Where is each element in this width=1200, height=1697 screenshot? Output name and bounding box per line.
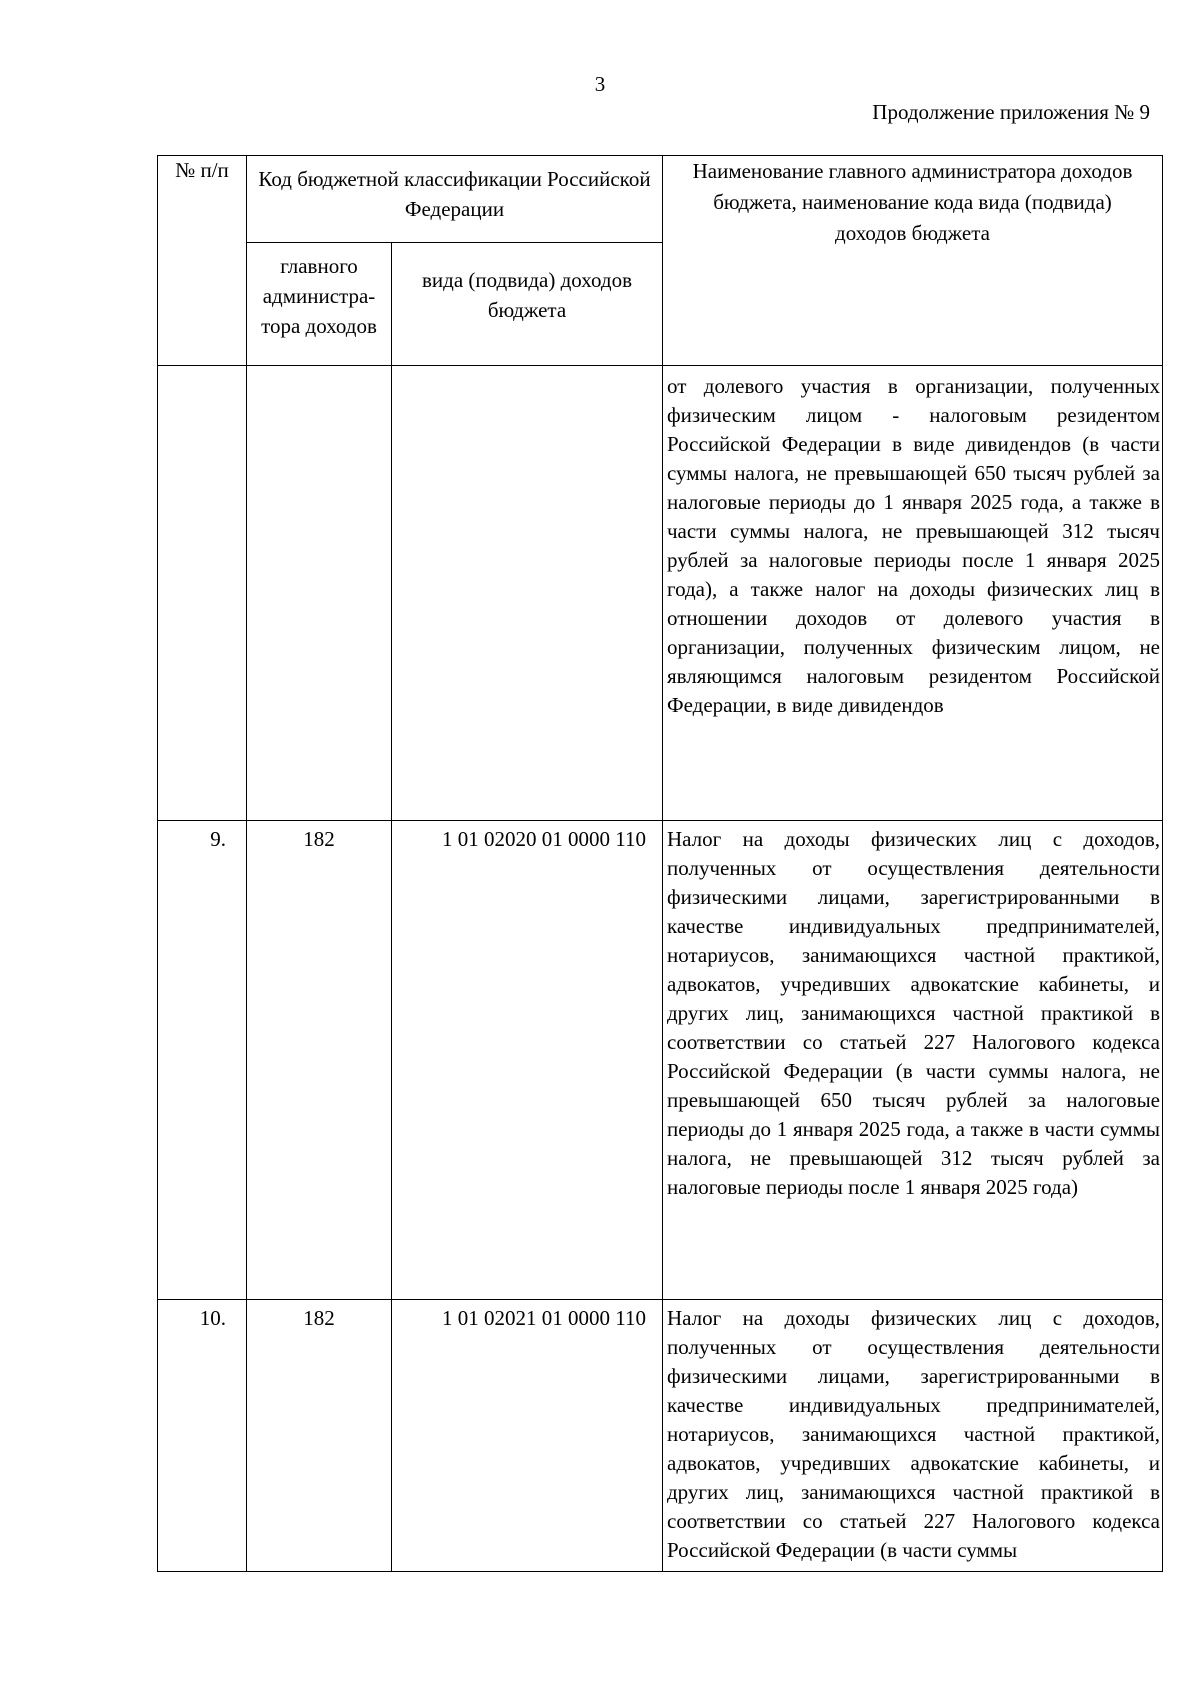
- page-number: 3: [594, 72, 606, 96]
- table-row: [158, 821, 1163, 1300]
- header-row-number: № п/п: [158, 156, 247, 366]
- header-income-type: вида (подвида) доходов бюджета: [392, 243, 663, 366]
- cell-description: от долевого участия в организации, полученных физическим лицом - налоговым резидентом Российской Федерации в виде дивидендов (в части суммы налога, не превышающей 650 тысяч рублей за налоговые периоды до 1 января 2025 года, а также в части суммы налога, не превышающей 312 тысяч рублей за налоговые периоды после 1 января 2025 года), а также налог на доходы физических лиц в отношении доходов от долевого участия в организации, полученных физическим лицом, не являющимся налоговым резидентом Российской Федерации, в виде дивидендов: [663, 366, 1163, 821]
- header-chief-administrator: главного администра-тора доходов: [247, 243, 392, 366]
- appendix-continuation-note: Продолжение приложения № 9: [872, 100, 1150, 124]
- header-budget-classification-code: Код бюджетной классификации Российской Федерации: [247, 156, 663, 243]
- cell-description: Налог на доходы физических лиц с доходов, полученных от осуществления деятельности физическими лицами, зарегистрированными в качестве индивидуальных предпринимателей, нотариусов, занимающихся частной практикой, адвокатов, учредивших адвокатские кабинеты, и других лиц, занимающихся частной практикой в соответствии со статьей 227 Налогового кодекса Российской Федерации (в части суммы налога, не превышающей 650 тысяч рублей за налоговые периоды до 1 января 2025 года, а также в части суммы налога, не превышающей 312 тысяч рублей за налоговые периоды после 1 января 2025 года): [663, 821, 1163, 1300]
- table-body: [158, 366, 1163, 1572]
- cell-income-code: [392, 366, 663, 821]
- table-row: [158, 366, 1163, 821]
- cell-administrator-code: 182: [247, 1300, 392, 1572]
- cell-income-code: 1 01 02021 01 0000 110: [392, 1300, 663, 1572]
- cell-income-code: 1 01 02020 01 0000 110: [392, 821, 663, 1300]
- cell-administrator-code: [247, 366, 392, 821]
- cell-row-number: 9.: [158, 821, 247, 1300]
- cell-administrator-code: 182: [247, 821, 392, 1300]
- header-administrator-name: Наименование главного администратора доходов бюджета, наименование кода вида (подвида) доходов бюджета: [663, 156, 1163, 366]
- cell-description: Налог на доходы физических лиц с доходов, полученных от осуществления деятельности физическими лицами, зарегистрированными в качестве индивидуальных предпринимателей, нотариусов, занимающихся частной практикой, адвокатов, учредивших адвокатские кабинеты, и других лиц, занимающихся частной практикой в соответствии со статьей 227 Налогового кодекса Российской Федерации (в части суммы: [663, 1300, 1163, 1572]
- cell-row-number: 10.: [158, 1300, 247, 1572]
- table-header: [158, 156, 1163, 366]
- table-row: [158, 1300, 1163, 1572]
- budget-classification-table: [157, 155, 1163, 1572]
- cell-row-number: [158, 366, 247, 821]
